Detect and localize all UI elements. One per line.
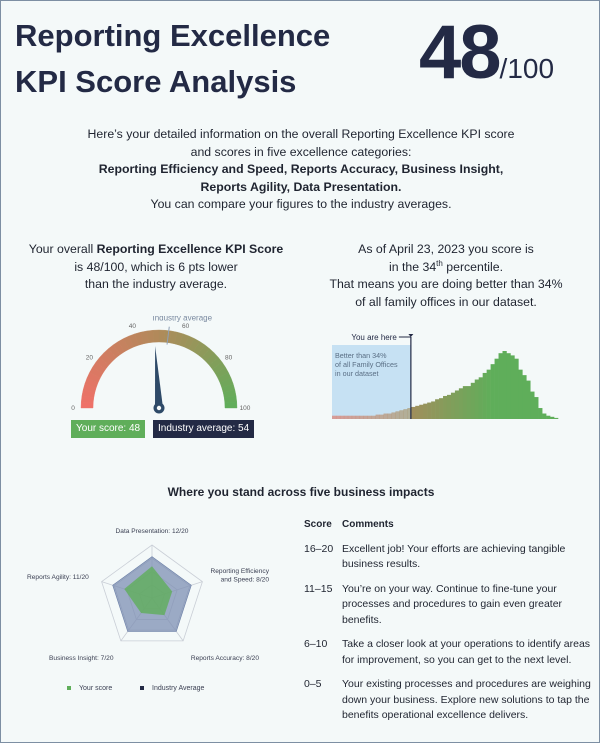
gauge-tick-label: 40 [128, 323, 137, 331]
histogram-bar [352, 416, 356, 419]
histogram-bar [391, 412, 395, 419]
histogram-bar [388, 414, 392, 419]
title-line-1: Reporting Excellence [15, 18, 331, 53]
gauge-tick-label: 60 [181, 323, 190, 331]
histogram-bar [455, 390, 459, 419]
you-are-here-label: You are here [351, 333, 397, 342]
overall-score-max: /100 [499, 53, 555, 84]
radar-axis-label: Reporting Efficiency and Speed: 8/20 [210, 568, 269, 584]
title-line-2: KPI Score Analysis [15, 64, 297, 99]
page-title [15, 13, 330, 105]
table-row [304, 637, 594, 668]
score-comments-table [304, 517, 594, 733]
summary-text: is 48/100, which is 6 pts lower [74, 259, 238, 274]
histogram-bar [384, 414, 388, 419]
percentile-text: of all family offices in our dataset. [355, 294, 537, 309]
histogram-bar [356, 416, 360, 419]
summary-text: Your overall [28, 242, 97, 256]
better-than-label: in our dataset [335, 369, 379, 378]
header-score: Score [304, 519, 332, 530]
histogram-bar [479, 377, 483, 419]
row-comment: Excellent job! Your efforts are achieving tangible business results. [342, 542, 566, 570]
row-comment: Take a closer look at your operations to identify areas for improvement, so you can get to the next level. [342, 638, 591, 666]
histogram-bar [514, 359, 518, 419]
histogram-bar [447, 395, 451, 419]
legend-swatch [140, 686, 144, 690]
percentile-text: As of April 23, 2023 you score is [358, 242, 534, 256]
overall-score-summary [21, 241, 291, 294]
histogram-bar [376, 415, 380, 419]
percentile-ordinal: th [436, 258, 443, 268]
histogram-bar [395, 411, 399, 419]
legend-label: Industry Average [152, 685, 205, 692]
histogram-bar [411, 407, 415, 419]
radar-axis-label: Reports Accuracy: 8/20 [190, 655, 259, 662]
histogram-bar [364, 416, 368, 419]
histogram-bar [459, 388, 463, 419]
histogram-bar [510, 355, 514, 419]
histogram-bar [419, 405, 423, 419]
gauge-tick-label: 100 [239, 405, 251, 412]
table-header [304, 517, 594, 533]
histogram-bar [475, 380, 479, 419]
histogram-bar [380, 415, 384, 419]
histogram-bar [443, 396, 447, 419]
intro-categories: Reporting Efficiency and Speed, Reports Accuracy, Business Insight, [98, 162, 504, 176]
gauge-tick-label: 0 [71, 405, 75, 412]
histogram-bar [467, 386, 471, 419]
histogram-bar [423, 404, 427, 419]
histogram-bar [530, 392, 534, 419]
histogram-bar [427, 403, 431, 419]
gauge-tick-label: 20 [85, 354, 94, 362]
percentile-summary [311, 241, 581, 311]
percentile-text: percentile. [442, 259, 503, 274]
histogram-bar [348, 416, 352, 419]
gauge-needle-hub-center [157, 406, 161, 410]
better-than-label: Better than 34% [335, 351, 387, 360]
impacts-radar-chart [11, 521, 291, 681]
histogram-bar [368, 416, 372, 419]
percentile-histogram [326, 323, 566, 423]
histogram-bar [502, 351, 506, 419]
your-score-badge: Your score: 48 [71, 420, 145, 438]
better-than-label: of all Family Offices [335, 360, 398, 369]
percentile-text: in the 34 [388, 259, 437, 274]
legend-swatch [67, 686, 71, 690]
row-comment: Your existing processes and procedures are weighing down your business. Explore new solutions to tap the benefits operational excellence delivers. [342, 678, 591, 721]
histogram-bar [403, 409, 407, 419]
row-score: 16–20 [304, 542, 334, 555]
histogram-bar [495, 359, 499, 419]
overall-score-value: 48 [419, 10, 500, 95]
intro-categories: Reports Agility, Data Presentation. [200, 179, 402, 194]
row-score: 6–10 [304, 638, 328, 650]
histogram-bar [522, 375, 526, 419]
histogram-bar [518, 370, 522, 419]
radar-axis-label: Data Presentation: 12/20 [115, 528, 189, 535]
histogram-bar [439, 398, 443, 419]
summary-text: than the industry average. [84, 277, 228, 291]
legend-your-score [67, 685, 112, 692]
histogram-bar [336, 416, 340, 419]
score-gauge [59, 316, 259, 416]
histogram-bar [415, 406, 419, 419]
histogram-bar [534, 397, 538, 419]
row-comment: You’re on your way. Continue to fine-tune your processes and procedures to gain even greater benefits. [342, 582, 563, 626]
histogram-bar [546, 416, 550, 419]
row-score: 0–5 [304, 678, 322, 690]
gauge-segment [153, 330, 159, 342]
radar-axis-label: Business Insight: 7/20 [49, 655, 114, 662]
table-row [304, 677, 594, 724]
summary-kpi-name: Reporting Excellence KPI Score [96, 242, 284, 256]
histogram-bar [487, 370, 491, 419]
intro-line: You can compare your figures to the industry averages. [150, 197, 452, 211]
histogram-bar [542, 414, 546, 419]
histogram-bar [538, 408, 542, 419]
impacts-title: Where you stand across five business impacts [167, 485, 435, 499]
histogram-bar [471, 383, 475, 419]
row-score: 11–15 [304, 582, 333, 595]
gauge-needle [155, 346, 163, 408]
overall-score [419, 7, 554, 99]
intro-line: and scores in five excellence categories: [190, 144, 412, 159]
legend-industry-average [140, 685, 204, 692]
histogram-bar [451, 393, 455, 419]
radar-axis-label: Reports Agility: 11/20 [27, 574, 89, 581]
industry-average-label: Industry average [152, 316, 213, 323]
histogram-bar [491, 364, 495, 419]
gauge-segment [225, 402, 237, 408]
legend-label: Your score [79, 685, 113, 692]
histogram-bar [550, 417, 554, 419]
percentile-text: That means you are doing better than 34% [329, 277, 563, 291]
histogram-bar [344, 416, 348, 419]
histogram-bar [360, 416, 364, 419]
histogram-bar [340, 416, 344, 419]
histogram-bar [499, 353, 503, 419]
histogram-bar [332, 416, 336, 419]
intro-line: Here’s your detailed information on the overall Reporting Excellence KPI score [87, 127, 515, 141]
industry-average-badge: Industry average: 54 [153, 420, 254, 438]
histogram-bar [399, 410, 403, 419]
histogram-bar [372, 416, 376, 419]
gauge-tick-label: 80 [224, 354, 233, 362]
histogram-bar [554, 418, 558, 419]
table-row [304, 582, 594, 629]
histogram-bar [526, 381, 530, 419]
histogram-bar [483, 373, 487, 419]
intro-text [61, 126, 541, 214]
table-row [304, 542, 594, 573]
header-comments: Comments [342, 519, 394, 530]
histogram-bar [435, 399, 439, 419]
histogram-bar [463, 386, 467, 419]
histogram-bar [506, 353, 510, 419]
histogram-bar [431, 401, 435, 419]
